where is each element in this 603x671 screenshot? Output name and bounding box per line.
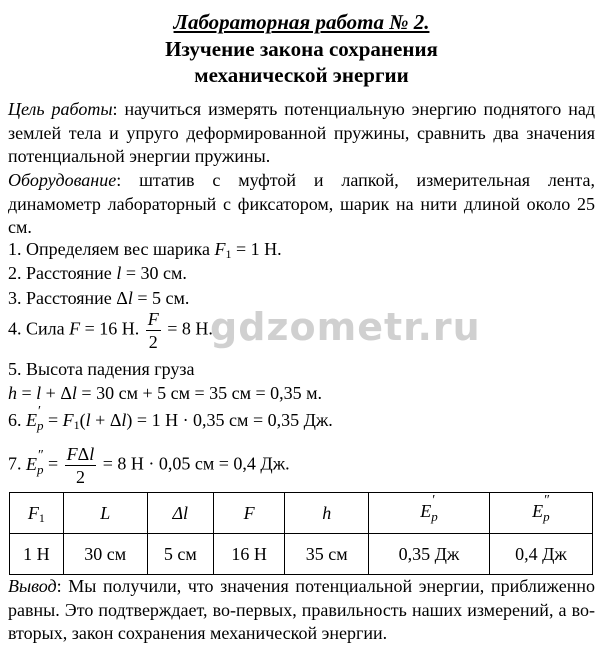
header-ep-prime-mark: ′ — [432, 493, 436, 508]
step-1-sub: 1 — [225, 247, 232, 261]
header-cell-f1 — [10, 493, 64, 534]
step-4-text: 4. Сила — [8, 318, 70, 339]
goal-paragraph — [8, 98, 595, 169]
table-cell: 1 Н — [10, 534, 64, 575]
step-1-text: 1. Определяем вес шарика — [8, 239, 215, 259]
table-cell: 35 см — [285, 534, 369, 575]
step-6-open: ( — [79, 410, 86, 430]
conclusion-label: Вывод — [8, 576, 57, 596]
step-7-E: E — [26, 453, 37, 474]
header-ep-prime-E: E — [420, 501, 432, 521]
step-6-l: l — [85, 410, 91, 430]
step-5 — [8, 357, 195, 381]
header-ep-double-prime-mark: ″ — [544, 493, 551, 508]
step-1-value: = 1 Н. — [231, 239, 282, 259]
header-cell-ep-double-prime — [489, 493, 592, 534]
step-4 — [8, 308, 213, 353]
header-ep-prime-symbol — [420, 493, 438, 525]
header-f-var: F — [243, 502, 255, 523]
step-1-var: F — [214, 239, 226, 259]
document-subtitle-line-2: механической энергии — [194, 63, 409, 87]
table-cell: 5 см — [147, 534, 213, 575]
step-6-sub: 1 — [73, 418, 80, 432]
header-cell-h — [285, 493, 369, 534]
step-6-F: F — [62, 410, 74, 430]
document-title: Лабораторная работа № 2. — [173, 10, 430, 34]
step-4-var: F — [69, 318, 81, 339]
header-f1-var: F — [27, 502, 39, 523]
step-3-value: = 5 см. — [132, 288, 190, 308]
step-2-value: = 30 см. — [121, 263, 187, 283]
header-ep-double-prime-p: p — [543, 509, 550, 524]
document-subtitle-line-1: Изучение закона сохранения — [165, 37, 438, 61]
step-5-l: l — [36, 383, 42, 403]
step-7-prime: ″ — [38, 447, 44, 463]
header-cell-f — [213, 493, 284, 534]
step-6-E: E — [26, 410, 37, 430]
step-7-num-delta: Δ — [77, 444, 90, 464]
step-5-formula — [8, 381, 322, 405]
step-6-p: p — [37, 418, 44, 433]
step-5-plus: + Δ — [41, 383, 72, 403]
header-h-var: h — [322, 502, 332, 523]
step-7-text: 7. — [8, 453, 26, 474]
step-6 — [8, 404, 333, 438]
goal-label: Цель работы — [8, 99, 113, 119]
header-cell-l — [63, 493, 147, 534]
step-7-num-l: l — [89, 444, 95, 464]
step-7 — [8, 443, 290, 488]
step-1 — [8, 237, 282, 261]
step-7-fraction — [65, 443, 97, 488]
header-ep-double-prime-symbol — [532, 493, 551, 525]
header-l-var: L — [100, 502, 111, 523]
table-cell: 0,35 Дж — [369, 534, 490, 575]
step-3 — [8, 286, 189, 310]
watermark: gdzometr.ru — [210, 305, 481, 349]
conclusion-text: : Мы получили, что значения потенциальной энергии, приближенно равны. Это подтверждает, во-первых, правильность наших измерений, а во-вторых, закон сохранения механической энергии. — [8, 576, 595, 643]
results-table — [9, 492, 593, 575]
table-cell: 30 см — [63, 534, 147, 575]
step-4-fraction — [146, 308, 161, 353]
equipment-text: : штатив с муфтой и лапкой, измерительная лента, динамометр лабораторный с фиксатором, шарик на нити длиной около 25 см. — [8, 170, 595, 237]
step-6-plus: + Δ — [90, 410, 122, 430]
equipment-paragraph — [8, 169, 595, 240]
conclusion-paragraph — [8, 575, 595, 646]
header-ep-double-prime-E: E — [532, 501, 544, 521]
header-cell-ep-prime — [369, 493, 490, 534]
step-6-eq: = — [43, 410, 63, 430]
step-5-h: h — [8, 383, 17, 403]
step-2-var: l — [116, 263, 122, 283]
step-2-text: 2. Расстояние — [8, 263, 117, 283]
equipment-label: Оборудование — [8, 170, 117, 190]
header-cell-delta-l — [147, 493, 213, 534]
header-ep-prime-p: p — [431, 509, 438, 524]
table-row — [10, 534, 593, 575]
table-cell: 0,4 Дж — [489, 534, 592, 575]
step-6-text: 6. — [8, 410, 26, 430]
step-5-text: 5. Высота падения груза — [8, 359, 195, 379]
step-7-fraction-denominator: 2 — [75, 467, 85, 487]
table-cell: 16 Н — [213, 534, 284, 575]
goal-text: : научиться измерять потенциальную энергию поднятого над землей тела и упруго деформированной пружины, сравнить два значения потенциальной энергии пружины. — [8, 99, 595, 166]
header-f1-sub: 1 — [38, 510, 45, 525]
step-4-force-value: = 16 Н. — [80, 318, 144, 339]
header-delta-l-var: Δl — [172, 502, 189, 523]
step-4-result: = 8 Н. — [162, 318, 213, 339]
step-2 — [8, 261, 187, 285]
step-7-fraction-numerator — [65, 443, 97, 466]
step-5-l2: l — [71, 383, 77, 403]
table-header-row — [10, 493, 593, 534]
step-3-text: 3. Расстояние Δ — [8, 288, 128, 308]
step-6-result: ) = 1 Н · 0,35 см = 0,35 Дж. — [126, 410, 333, 430]
step-6-prime: ′ — [38, 404, 42, 419]
step-5-eq: = — [17, 383, 37, 403]
step-4-fraction-numerator: F — [147, 309, 159, 329]
step-6-energy-symbol — [26, 404, 44, 438]
step-6-l2: l — [121, 410, 127, 430]
step-4-fraction-denominator: 2 — [148, 332, 158, 352]
step-7-eq: = — [43, 453, 63, 474]
step-7-energy-symbol — [26, 447, 44, 482]
step-3-var: l — [127, 288, 133, 308]
step-7-num-F: F — [66, 444, 78, 464]
step-7-p: p — [37, 461, 44, 477]
step-5-result: = 30 см + 5 см = 35 см = 0,35 м. — [76, 383, 323, 403]
step-7-result: = 8 Н · 0,05 см = 0,4 Дж. — [98, 453, 290, 474]
